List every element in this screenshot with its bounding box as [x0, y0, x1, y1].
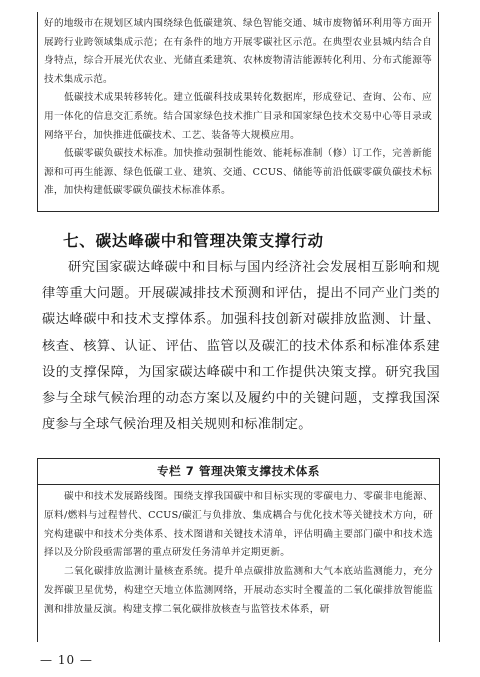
- column-box-body: [38, 485, 439, 620]
- column-box-7: [37, 458, 440, 642]
- box-paragraph: 低碳技术成果转移转化。建立低碳科技成果转化数据库，形成登记、查询、公布、应用一体化的信息交汇系统。结合国家绿色技术推广目录和国家绿色技术交易中心等目录或网络平台，加快推进低碳技术、工艺、装备等大规模应用。: [44, 92, 432, 141]
- page-number: — 10 —: [40, 653, 93, 667]
- column-box-title: 专栏 7 管理决策支撑技术体系: [38, 459, 439, 485]
- box-paragraph: 好的地级市在规划区域内围绕绿色低碳建筑、绿色智能交通、城市废物循环利用等方面开展跨行业跨领域集成示范；在有条件的地方开展零碳社区示范。在典型农业县城内结合自身特点，综合开展光伏农业、光储直柔建筑、农林废物清洁能源转化利用、分布式能源等技术集成示范。: [44, 18, 432, 85]
- section-heading: 七、碳达峰碳中和管理决策支撑行动: [63, 232, 324, 250]
- box-paragraph: 二氧化碳排放监测计量核查系统。提升单点碳排放监测和大气本底站监测能力，充分发挥碳卫星优势，构建空天地立体监测网络，开展动态实时全覆盖的二氧化碳排放智能监测和排放量反演。构建支撑二氧化碳排放核查与监管技术体系，研: [44, 566, 433, 615]
- box-paragraph: 低碳零碳负碳技术标准。加快推动强制性能效、能耗标准制（修）订工作，完善新能源和可再生能源、绿色低碳工业、建筑、交通、CCUS、储能等前沿低碳零碳负碳技术标准，加快构建低碳零碳负碳技术标准体系。: [44, 148, 432, 197]
- box-paragraph: 碳中和技术发展路线图。围绕支撑我国碳中和目标实现的零碳电力、零碳非电能源、原料/燃料与过程替代、CCUS/碳汇与负排放、集成耦合与优化技术等关键技术方向，研究构建碳中和技术分类体系、技术图谱和关键技术清单，评估明确主要部门碳中和技术选择以及分阶段亟需部署的重点研发任务清单并定期更新。: [44, 491, 433, 559]
- section-body: 研究国家碳达峰碳中和目标与国内经济社会发展相互影响和规律等重大问题。开展碳减排技术预测和评估，提出不同产业门类的碳达峰碳中和技术支撑体系。加强科技创新对碳排放监测、计量、核查、核算、认证、评估、监管以及碳汇的技术体系和标准体系建设的支撑保障，为国家碳达峰碳中和工作提供决策支撑。研究我国参与全球气候治理的动态方案以及履约中的关键问题，支撑我国深度参与全球气候治理及相关规则和标准制定。: [42, 260, 440, 433]
- sidebar-box-continued: [37, 12, 439, 212]
